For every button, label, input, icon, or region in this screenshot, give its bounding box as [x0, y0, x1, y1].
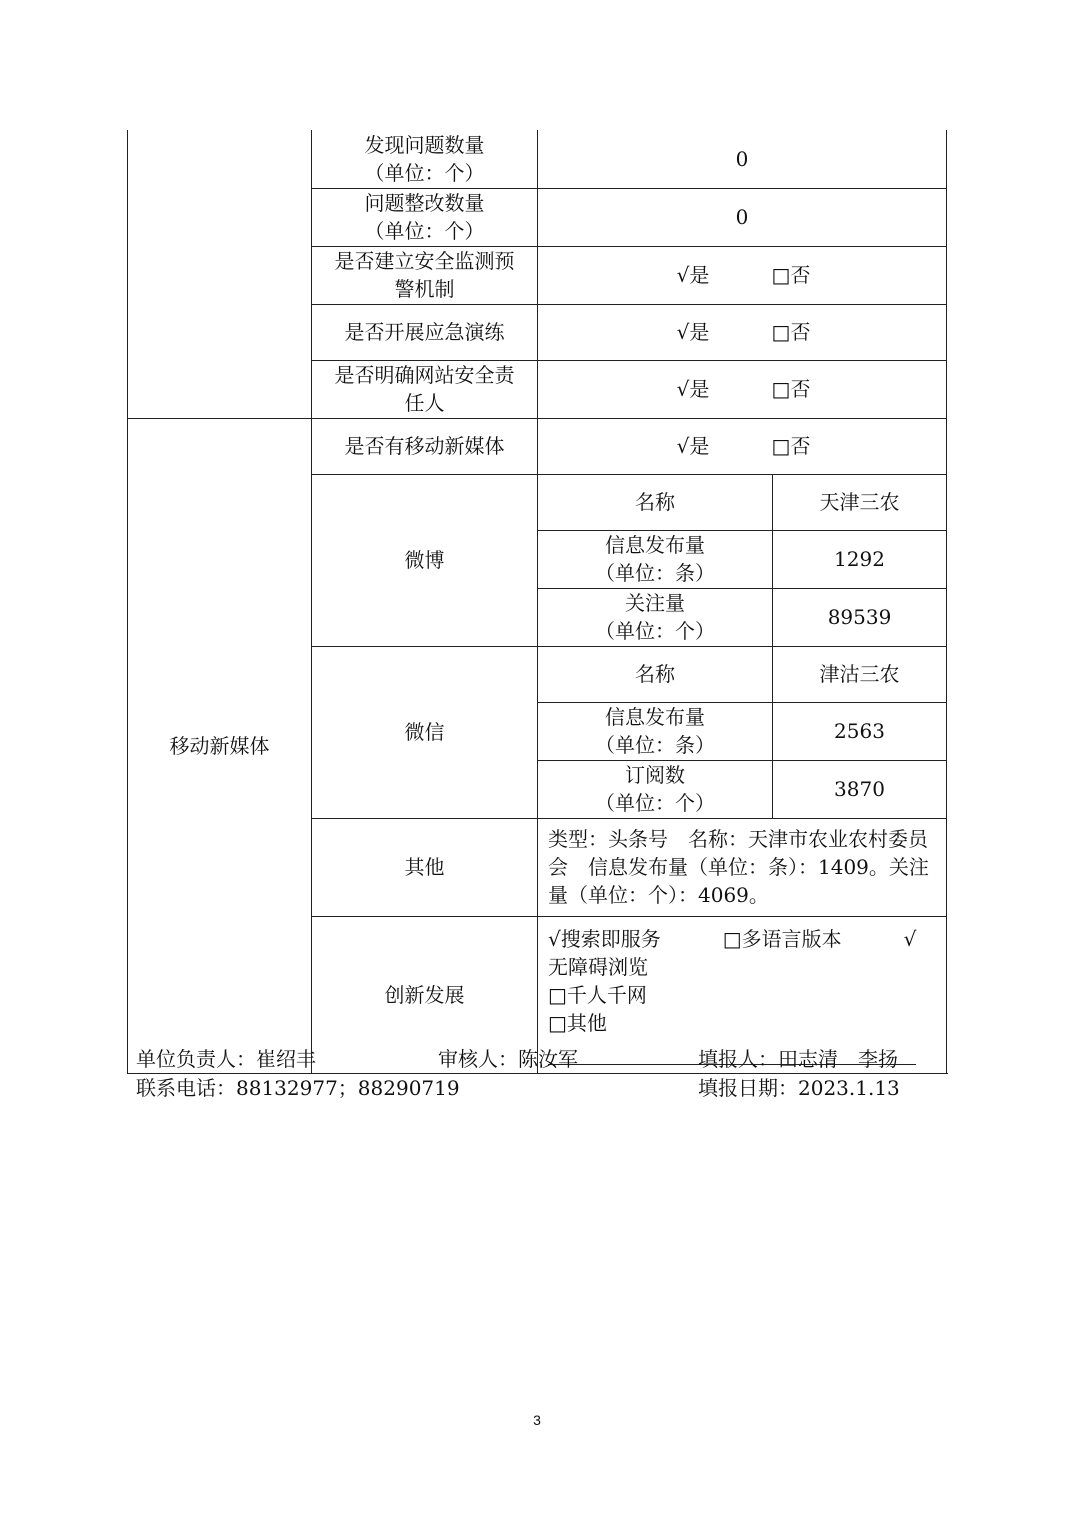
no-checkbox[interactable]: □否 [771, 434, 811, 458]
no-checkbox[interactable]: □否 [771, 263, 811, 287]
other-media-label: 其他 [312, 818, 538, 916]
wechat-posts-value: 2563 [773, 702, 947, 760]
weibo-posts-label: 信息发布量 （单位：条） [538, 530, 773, 588]
weibo-name-label: 名称 [538, 474, 773, 530]
mobile-section-label: 移动新媒体 [128, 418, 312, 1073]
weibo-posts-value: 1292 [773, 530, 947, 588]
yes-checkbox[interactable]: √是 [676, 320, 710, 344]
issues-fixed-value: 0 [538, 188, 947, 246]
monitor-label: 是否建立安全监测预 警机制 [312, 246, 538, 304]
wechat-name-label: 名称 [538, 646, 773, 702]
has-media-choice [538, 418, 947, 474]
no-checkbox[interactable]: □否 [771, 377, 811, 401]
multilingual-checkbox[interactable]: □多语言版本 [722, 926, 842, 951]
has-media-label: 是否有移动新媒体 [312, 418, 538, 474]
monitor-choice [538, 246, 947, 304]
other-media-text: 类型：头条号 名称：天津市农业农村委员会 信息发布量（单位：条）：1409。关注量（单位：个）：4069。 [538, 818, 947, 916]
wechat-label: 微信 [312, 646, 538, 818]
other-checkbox[interactable]: □其他 [548, 1010, 607, 1035]
table-row [128, 130, 947, 188]
wechat-posts-label: 信息发布量 （单位：条） [538, 702, 773, 760]
innovation-label: 创新发展 [312, 916, 538, 1073]
weibo-followers-value: 89539 [773, 588, 947, 646]
drill-choice [538, 304, 947, 360]
drill-label: 是否开展应急演练 [312, 304, 538, 360]
weibo-label: 微博 [312, 474, 538, 646]
weibo-followers-label: 关注量 （单位：个） [538, 588, 773, 646]
wechat-name-value: 津沽三农 [773, 646, 947, 702]
responsible-label: 是否明确网站安全责 任人 [312, 360, 538, 418]
yes-checkbox[interactable]: √是 [676, 377, 710, 401]
footer-leader: 单位负责人：崔绍丰 [136, 1047, 316, 1071]
yes-checkbox[interactable]: √是 [676, 434, 710, 458]
yes-checkbox[interactable]: √是 [676, 263, 710, 287]
issues-fixed-label: 问题整改数量 （单位：个） [312, 188, 538, 246]
issues-found-label: 发现问题数量 （单位：个） [312, 130, 538, 188]
no-checkbox[interactable]: □否 [771, 320, 811, 344]
security-section-cell [128, 130, 312, 418]
issues-found-value: 0 [538, 130, 947, 188]
footer-phone: 联系电话：88132977；88290719 [136, 1076, 460, 1100]
footer-date: 填报日期：2023.1.13 [698, 1076, 900, 1100]
wechat-subs-label: 订阅数 （单位：个） [538, 760, 773, 818]
page-number: 3 [533, 1412, 541, 1428]
accessibility-checkbox[interactable]: √无障碍浏览 [548, 926, 917, 979]
search-service-checkbox[interactable]: √搜索即服务 [548, 926, 661, 951]
footer-reviewer: 审核人：陈汝军 [438, 1047, 578, 1071]
footer-filler: 填报人：田志清 李扬 [698, 1047, 898, 1071]
wechat-subs-value: 3870 [773, 760, 947, 818]
weibo-name-value: 天津三农 [773, 474, 947, 530]
report-table [127, 130, 947, 1074]
table-row [128, 418, 947, 474]
personalization-checkbox[interactable]: □千人千网 [548, 982, 647, 1007]
responsible-choice [538, 360, 947, 418]
